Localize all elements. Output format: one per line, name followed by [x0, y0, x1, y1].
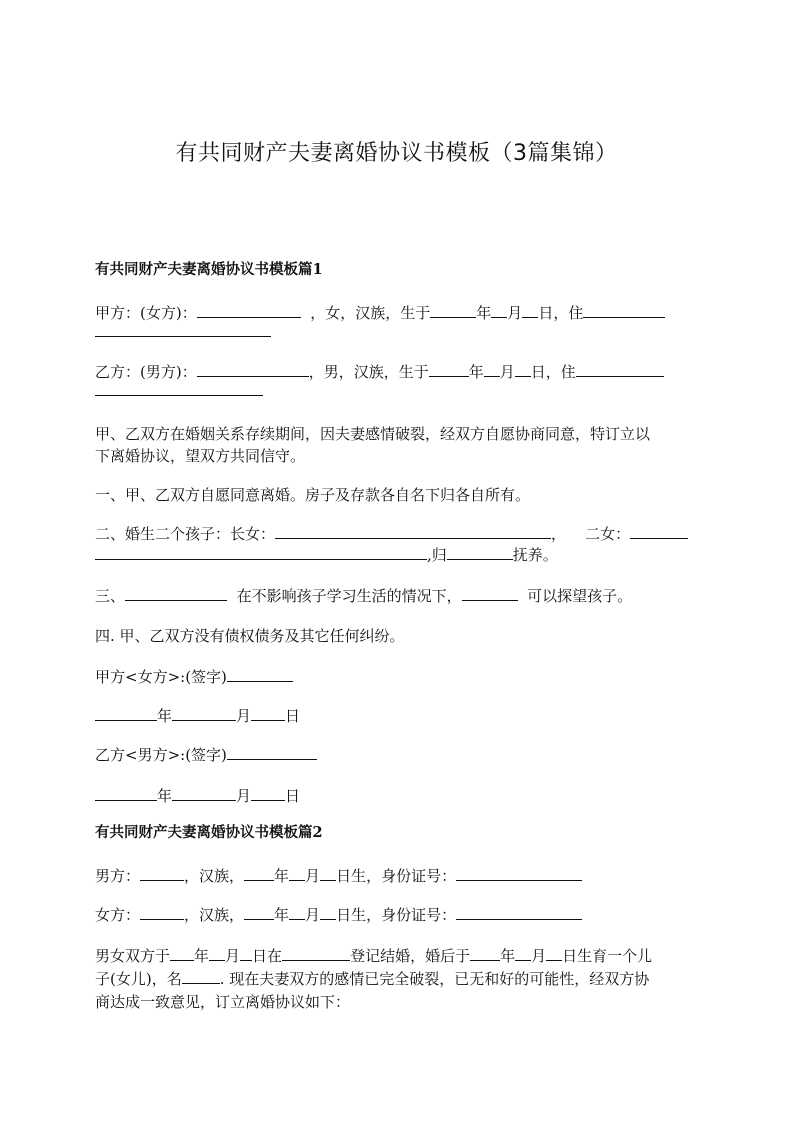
blank-male-day [320, 866, 336, 881]
blank-sign-b [227, 745, 317, 760]
item-2-label: 二、婚生二个孩子：长女： [95, 525, 276, 543]
blank-male-year [244, 866, 274, 881]
month-label: 月 [305, 906, 321, 924]
blank-visitor [125, 586, 227, 601]
blank-second-daughter-cont [95, 545, 427, 560]
month-label: 月 [236, 707, 252, 725]
day-address-label: 日，住 [530, 363, 576, 381]
marriage-text-c: 登记结婚，婚后于 [350, 947, 471, 965]
intro-line-1: 甲、乙双方在婚姻关系存续期间，因夫妻感情破裂，经双方自愿协商同意，特订立以 [95, 425, 651, 443]
year-label: 年 [274, 906, 290, 924]
male-line [95, 866, 582, 886]
sign-b-label: 乙方<男方>:(签字) [95, 746, 227, 764]
blank-second-daughter [630, 524, 688, 539]
year-label: 年 [274, 867, 290, 885]
blank-birth-month [515, 946, 531, 961]
party-b-label: 乙方：(男方)： [95, 363, 197, 381]
ethnicity-label: ，汉族， [184, 906, 245, 924]
item-3 [95, 586, 632, 606]
blank-marriage-day [240, 946, 252, 961]
party-b-address-cont [95, 381, 263, 401]
marriage-line-2 [95, 969, 649, 989]
sign-a-label: 甲方<女方>:(签字) [95, 668, 227, 686]
blank-name-b [197, 362, 309, 377]
ethnicity-label: ，汉族， [184, 867, 245, 885]
month-label: 月 [305, 867, 321, 885]
blank-birth-year-a [430, 303, 476, 318]
blank-address-b-cont [95, 381, 263, 396]
blank-address-a-cont [95, 322, 271, 337]
sign-a-line [95, 667, 293, 687]
blank-birth-month-b [484, 362, 500, 377]
item-3-label: 三、 [95, 587, 126, 605]
blank-female-month [289, 905, 305, 920]
id-label: 日生，身份证号： [336, 867, 457, 885]
blank-female-day [320, 905, 336, 920]
blank-male-name [140, 866, 184, 881]
blank-visit-frequency [462, 586, 518, 601]
party-b-line [95, 362, 664, 382]
blank-year-b [95, 786, 157, 801]
blank-birth-day-a [522, 303, 538, 318]
blank-birth-year-b [429, 362, 469, 377]
blank-address-b [576, 362, 664, 377]
marriage-line-1 [95, 946, 652, 966]
blank-year-a [95, 706, 157, 721]
marriage-text-a: 男女双方于 [95, 947, 171, 965]
blank-day-b [251, 786, 285, 801]
blank-marriage-month [209, 946, 225, 961]
month-label: 月 [531, 947, 547, 965]
blank-male-month [289, 866, 305, 881]
marriage-text-e: 子(女儿)，名 [95, 970, 182, 988]
year-label: 年 [157, 707, 173, 725]
blank-birth-day-b [515, 362, 531, 377]
blank-child-name [182, 969, 220, 984]
blank-custodian [447, 545, 513, 560]
day-address-label: 日，住 [538, 304, 584, 322]
blank-female-year [244, 905, 274, 920]
document-title: 有共同财产夫妻离婚协议书模板（3篇集锦） [175, 141, 618, 166]
blank-birth-day [546, 946, 562, 961]
blank-eldest-daughter [275, 524, 551, 539]
blank-month-b [172, 786, 236, 801]
party-a-line [95, 303, 665, 323]
intro-line-2: 下离婚协议，望双方共同信守。 [95, 447, 306, 465]
blank-female-name [140, 905, 184, 920]
year-label: 年 [476, 304, 492, 322]
custody-label: ,归 [427, 546, 447, 564]
female-label: 女方： [95, 906, 141, 924]
blank-day-a [251, 706, 285, 721]
date-b-line [95, 786, 300, 806]
marriage-line-3: 商达成一致意见，订立离婚协议如下： [95, 993, 351, 1011]
section-2-heading: 有共同财产夫妻离婚协议书模板篇2 [95, 824, 323, 841]
month-label: 月 [507, 304, 523, 322]
year-label: 年 [157, 787, 173, 805]
blank-sign-a [227, 667, 293, 682]
marriage-text-b: 日在 [252, 947, 283, 965]
marriage-text-f: . 现在夫妻双方的感情已完全破裂，已无和好的可能性，经双方协 [219, 970, 650, 988]
item-4: 四. 甲、乙双方没有债权债务及其它任何纠纷。 [95, 627, 405, 645]
blank-marriage-year [170, 946, 194, 961]
female-line [95, 905, 582, 925]
sign-b-line [95, 745, 317, 765]
item-3-middle: 在不影响孩子学习生活的情况下， [236, 587, 462, 605]
day-label: 日 [285, 787, 301, 805]
year-label: 年 [468, 363, 484, 381]
item-2-line-1 [95, 524, 688, 544]
party-a-text: ，女，汉族，生于 [310, 304, 431, 322]
month-label: 月 [499, 363, 515, 381]
month-label: 月 [225, 947, 241, 965]
party-b-text: ，男，汉族，生于 [308, 363, 429, 381]
party-a-label: 甲方：(女方)： [95, 304, 197, 322]
item-3-end: 可以探望孩子。 [527, 587, 633, 605]
blank-address-a [583, 303, 665, 318]
month-label: 月 [236, 787, 252, 805]
blank-name-a [197, 303, 301, 318]
id-label: 日生，身份证号： [336, 906, 457, 924]
section-1-heading: 有共同财产夫妻离婚协议书模板篇1 [95, 261, 323, 278]
item-2-line-2 [95, 545, 558, 565]
day-label: 日 [285, 707, 301, 725]
blank-marriage-place [282, 946, 350, 961]
blank-birth-month-a [491, 303, 507, 318]
date-a-line [95, 706, 300, 726]
year-label: 年 [500, 947, 516, 965]
party-a-address-cont [95, 322, 271, 342]
blank-birth-year [470, 946, 500, 961]
blank-male-id [456, 866, 582, 881]
male-label: 男方： [95, 867, 141, 885]
raise-label: 抚养。 [512, 546, 558, 564]
year-label: 年 [194, 947, 210, 965]
marriage-text-d: 日生育一个儿 [562, 947, 653, 965]
blank-month-a [172, 706, 236, 721]
item-1: 一、甲、乙双方自愿同意离婚。房子及存款各自名下归各自所有。 [95, 486, 531, 504]
second-daughter-label: 二女： [585, 525, 631, 543]
blank-female-id [456, 905, 582, 920]
comma: ， [551, 525, 567, 543]
